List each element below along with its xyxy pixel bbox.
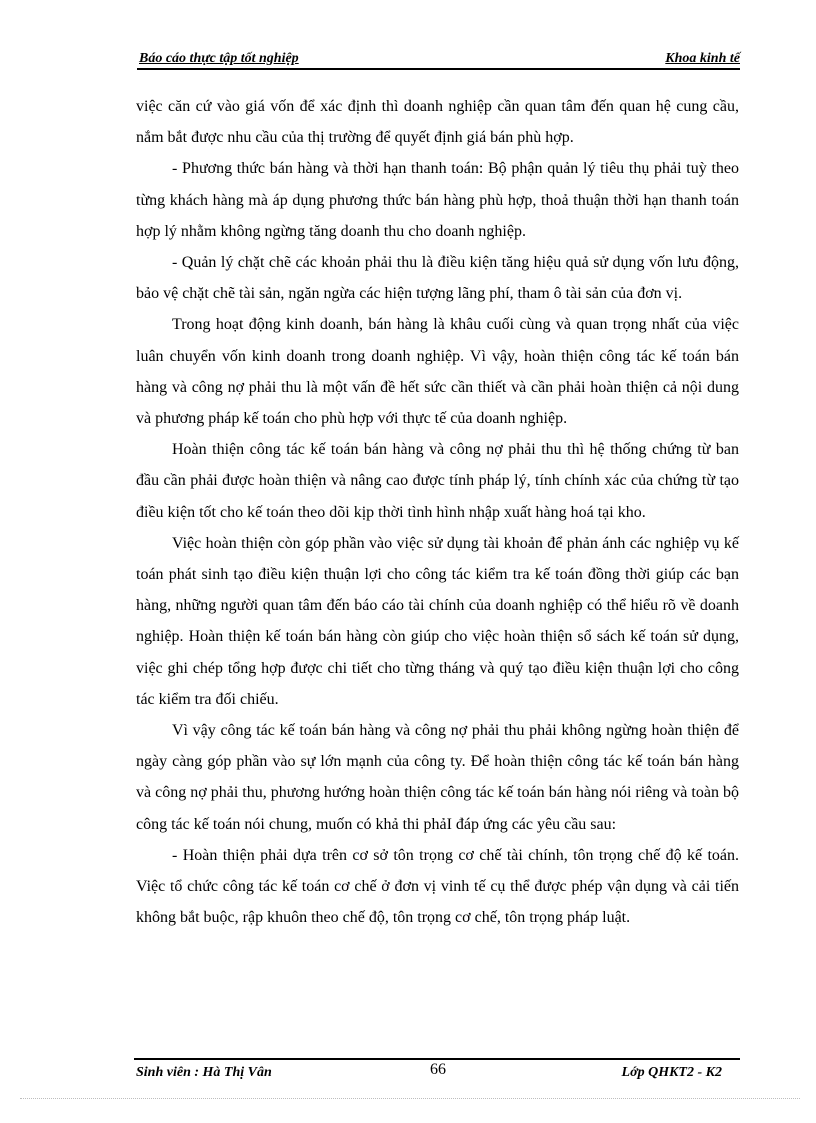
paragraph: - Phương thức bán hàng và thời hạn thanh toán: Bộ phận quản lý tiêu thụ phải tuỳ theo từng khách hàng mà áp dụng phương thức bán hàng phù hợp, thoả thuận thời hạn thanh toán hợp lý nhằm không ngừng tăng doanh thu cho doanh nghiệp. [136, 160, 739, 240]
student-name: Sinh viên : Hà Thị Vân [136, 1065, 272, 1080]
paragraph: - Quản lý chặt chẽ các khoản phải thu là điều kiện tăng hiệu quả sử dụng vốn lưu động, bảo vệ chặt chẽ tài sản, ngăn ngừa các hiện tượng lãng phí, tham ô tài sản của đơn vị. [136, 254, 739, 303]
page-header [137, 46, 740, 70]
paragraph: Việc hoàn thiện còn góp phần vào việc sử dụng tài khoản để phản ánh các nghiệp vụ kế toán phát sinh tạo điều kiện thuận lợi cho công tác kiểm tra kế toán đồng thời giúp các bạn hàng, những người quan tâm đến báo cáo tài chính của doanh nghiệp có thể hiểu rõ về doanh nghiệp. Hoàn thiện kế toán bán hàng còn giúp cho việc hoàn thiện sổ sách kế toán sử dụng, việc ghi chép tổng hợp được chi tiết cho từng tháng và quý tạo điều kiện thuận lợi cho công tác kiểm tra đối chiếu. [136, 534, 739, 708]
document-body [136, 91, 739, 933]
page-number: 66 [430, 1061, 446, 1078]
paragraph: Vì vậy công tác kế toán bán hàng và công nợ phải thu phải không ngừng hoàn thiện để ngày càng góp phần vào sự lớn mạnh của công ty. Để hoàn thiện công tác kế toán bán hàng và công nợ phải thu, phương hướng hoàn thiện công tác kế toán bán hàng nói riêng và toàn bộ công tác kế toán nói chung, muốn có khả thi phảI đáp ứng các yêu cầu sau: [136, 722, 739, 833]
paragraph: - Hoàn thiện phải dựa trên cơ sở tôn trọng cơ chế tài chính, tôn trọng chế độ kế toán. Việc tổ chức công tác kế toán cơ chế ở đơn vị vinh tế cụ thể được phép vận dụng và cải tiến không bắt buộc, rập khuôn theo chế độ, tôn trọng cơ chế, tôn trọng pháp luật. [136, 846, 739, 927]
faculty-name: Khoa kinh tế [665, 51, 740, 66]
page-footer [134, 1061, 740, 1085]
page-edge-divider [20, 1098, 800, 1099]
class-name: Lớp QHKT2 - K2 [621, 1065, 722, 1080]
paragraph: Trong hoạt động kinh doanh, bán hàng là khâu cuối cùng và quan trọng nhất của việc luân chuyển vốn kinh doanh trong doanh nghiệp. Vì vậy, hoàn thiện công tác kế toán bán hàng và công nợ phải thu là một vấn đề hết sức cần thiết và cần phải hoàn thiện cả nội dung và phương pháp kế toán cho phù hợp với thực tế của doanh nghiệp. [136, 316, 739, 428]
footer-divider [134, 1058, 740, 1060]
paragraph: Hoàn thiện công tác kế toán bán hàng và công nợ phải thu thì hệ thống chứng từ ban đầu cần phải được hoàn thiện và nâng cao được tính pháp lý, tính chính xác của chứng từ tạo điều kiện tốt cho kế toán theo dõi kịp thời tình hình nhập xuất hàng hoá tại kho. [136, 441, 739, 521]
paragraph: việc căn cứ vào giá vốn để xác định thì doanh nghiệp cần quan tâm đến quan hệ cung cầu, nắm bắt được nhu cầu của thị trường để quyết định giá bán phù hợp. [136, 98, 739, 147]
report-title: Báo cáo thực tập tốt nghiệp [139, 51, 299, 66]
